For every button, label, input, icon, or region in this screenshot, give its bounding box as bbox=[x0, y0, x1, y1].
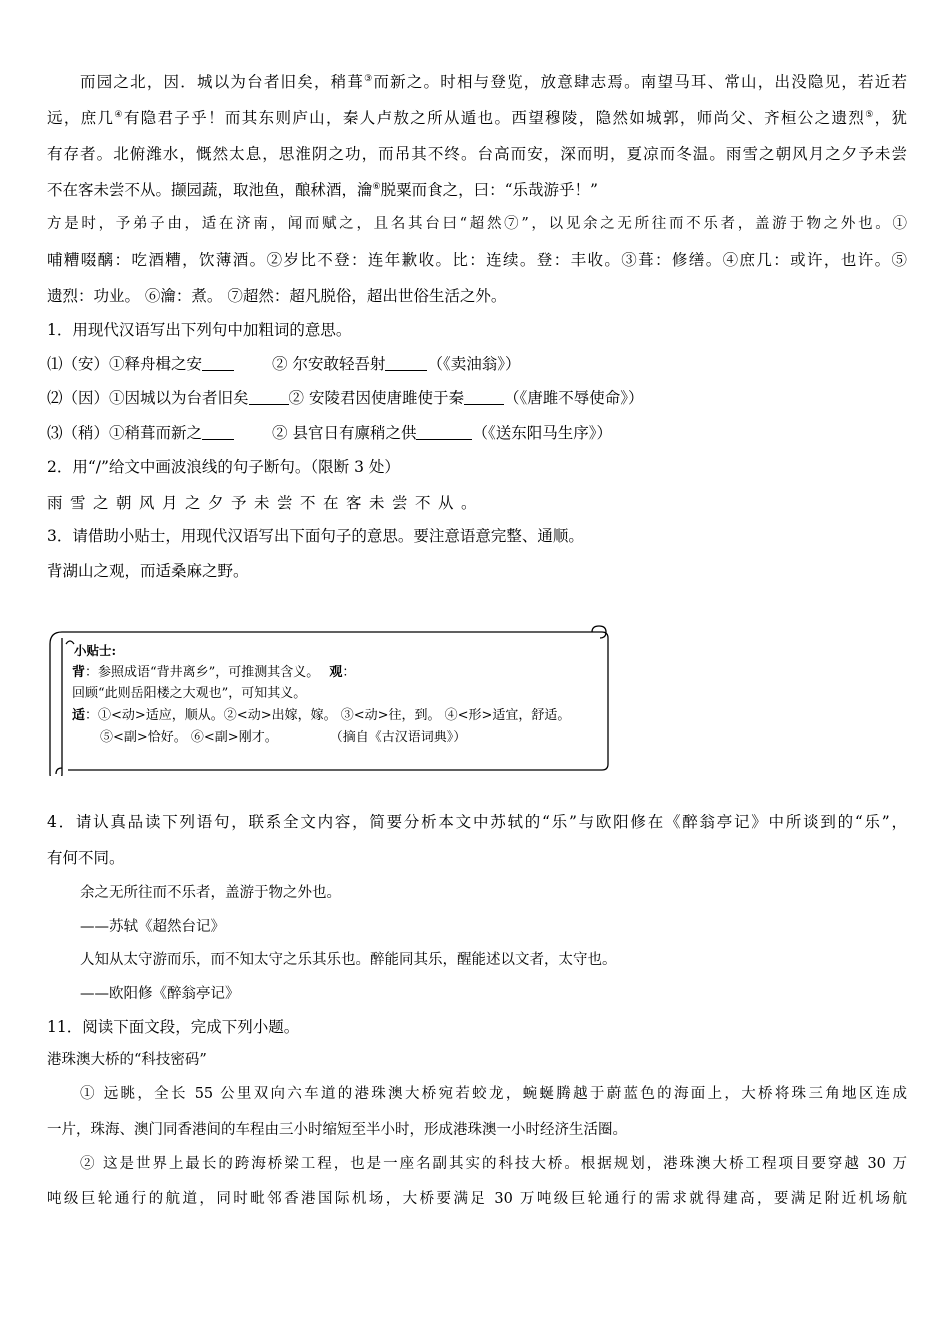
tip-line-guan: 回顾“此则岳阳楼之大观也”，可知其义。 bbox=[72, 686, 307, 701]
tip-term: 适 bbox=[72, 708, 86, 723]
answer-blank[interactable] bbox=[249, 390, 289, 405]
quote-2: 人知从太守游而乐，而不知太守之乐其乐也。醉能同其乐，醒能述以文者，太守也。 bbox=[80, 952, 617, 968]
question-3-sentence: 背湖山之观，而适桑麻之野。 bbox=[47, 562, 249, 580]
question-1b bbox=[47, 388, 907, 408]
quote-2-cite: ——欧阳修《醉翁亭记》 bbox=[80, 986, 240, 1002]
question-4-title-line-2: 有何不同。 bbox=[47, 849, 125, 867]
source-title: （《卖油翁》） bbox=[427, 355, 521, 373]
article-para-2-line-2: 吨级巨轮通行的航道，同时毗邻香港国际机场，大桥要满足 30 万吨级巨轮通行的需求就得建高，要满足附近机场航 bbox=[47, 1191, 907, 1207]
question-label: ② 安陵君因使唐雎使于秦 bbox=[288, 389, 464, 407]
answer-blank[interactable] bbox=[464, 390, 504, 405]
tip-text: ⑤<副>恰好。 ⑥<副>刚才。 bbox=[100, 730, 278, 745]
passage-line-5: 方是时，予弟子由，适在济南，闻而赋之，且名其台曰“超然⑦”，以见余之无所往而不乐者，盖游于物之外也。① bbox=[47, 216, 907, 232]
question-2-title: 2．用“/”给文中画波浪线的句子断句。（限断 3 处） bbox=[47, 458, 400, 476]
question-3-title: 3．请借助小贴士，用现代汉语写出下面句子的意思。要注意语意完整、通顺。 bbox=[47, 527, 584, 545]
answer-blank[interactable] bbox=[202, 356, 234, 371]
question-2-sentence: 雨雪之朝风月之夕予未尝不在客未尝不从。 bbox=[47, 494, 485, 512]
passage-line-3 bbox=[47, 144, 907, 164]
question-1-title: 1．用现代汉语写出下列句中加粗词的意思。 bbox=[47, 321, 352, 339]
tip-term: 背 bbox=[72, 665, 86, 680]
notes-line-1: 哺糟啜醨：吃酒糟，饮薄酒。②岁比不登：连年歉收。比：连续。登：丰收。③葺：修缮。④庶几：或许，也许。⑤ bbox=[47, 251, 907, 269]
passage-text: 有存者。北俯潍水，慨然太息，思淮阴之功，而吊其不终。台高而安，深而明，夏凉而冬温。雨雪之朝风月之夕予未尝 bbox=[47, 145, 907, 163]
note-marker-4: ④ bbox=[114, 109, 124, 120]
source-title: （《送东阳马生序》） bbox=[472, 424, 612, 442]
tip-text: ：参照成语“背井离乡”，可推测其含义。 bbox=[85, 665, 320, 680]
tip-text: ：①<动>适应，顺从。②<动>出嫁，嫁。 ③<动>往，到。 ④<形>适宜，舒适。 bbox=[85, 708, 571, 723]
question-label: ⑴（安）①释舟楫之安 bbox=[47, 355, 203, 373]
article-title: 港珠澳大桥的“科技密码” bbox=[47, 1052, 207, 1068]
question-1c bbox=[47, 423, 907, 443]
note-marker-5: ⑤ bbox=[865, 109, 875, 120]
tip-line-bei bbox=[72, 664, 355, 682]
article-para-1-line-1: ① 远眺，全长 55 公里双向六车道的港珠澳大桥宛若蛟龙，蜿蜒腾越于蔚蓝色的海面上，大桥将珠三角地区连成 bbox=[80, 1086, 907, 1102]
passage-text: 远，庶几 bbox=[47, 109, 115, 127]
article-para-2-line-1: ② 这是世界上最长的跨海桥梁工程，也是一座名副其实的科技大桥。根据规划，港珠澳大桥工程项目要穿越 30 万 bbox=[80, 1156, 907, 1172]
question-11-title: 11．阅读下面文段，完成下列小题。 bbox=[47, 1018, 300, 1036]
tip-box bbox=[44, 624, 610, 776]
passage-line-4 bbox=[47, 180, 907, 200]
question-label: ② 尔安敢轻吾射 bbox=[272, 355, 386, 373]
article-para-1-line-2: 一片，珠海、澳门同香港间的车程由三小时缩短至半小时，形成港珠澳一小时经济生活圈。 bbox=[47, 1122, 627, 1138]
question-4-title-line-1: 4．请认真品读下列语句，联系全文内容，简要分析本文中苏轼的“乐”与欧阳修在《醉翁亭记》中所谈到的“乐”， bbox=[47, 813, 907, 831]
notes-line-2: 遗烈：功业。 ⑥瀹：煮。 ⑦超然：超凡脱俗，超出世俗生活之外。 bbox=[47, 287, 507, 305]
question-label: ⑶（稍）①稍葺而新之 bbox=[47, 424, 203, 442]
passage-text: 而园之北，因．城以为台者旧矣，稍葺 bbox=[80, 73, 365, 91]
tip-title: 小贴士: bbox=[74, 643, 117, 658]
answer-blank[interactable] bbox=[416, 425, 472, 440]
source-title: （《唐雎不辱使命》） bbox=[503, 389, 644, 407]
note-marker-6: ⑥ bbox=[372, 181, 381, 192]
passage-text: 不在客未尝不从。撷园蔬，取池鱼，酿秫酒，瀹 bbox=[47, 181, 373, 199]
passage-line-2 bbox=[47, 108, 907, 128]
passage-line-1 bbox=[80, 72, 907, 92]
quote-1: 余之无所往而不乐者，盖游于物之外也。 bbox=[80, 885, 341, 901]
passage-text: 而新之。时相与登览，放意肆志焉。南望马耳、常山，出没隐见，若近若 bbox=[373, 73, 907, 91]
question-1a bbox=[47, 354, 907, 374]
passage-text: 有隐君子乎！而其东则庐山，秦人卢敖之所从遁也。西望穆陵，隐然如城郭，师尚父、齐桓公之遗烈 bbox=[123, 109, 866, 127]
passage-text: 脱粟而食之，曰：“乐哉游乎！” bbox=[380, 181, 598, 199]
answer-blank[interactable] bbox=[202, 425, 234, 440]
answer-blank[interactable] bbox=[385, 356, 427, 371]
passage-text: ，犹 bbox=[874, 109, 907, 127]
tip-line-shi bbox=[72, 707, 570, 725]
tip-term: 观 bbox=[329, 665, 343, 680]
tip-text: ： bbox=[342, 665, 356, 680]
question-label: ② 县官日有廪稍之供 bbox=[272, 424, 417, 442]
note-marker-3: ③ bbox=[364, 73, 374, 84]
question-label: ⑵（因）①因城以为台者旧矣 bbox=[47, 389, 249, 407]
tip-line-shi-2 bbox=[100, 729, 466, 747]
quote-1-cite: ——苏轼《超然台记》 bbox=[80, 919, 225, 935]
tip-source: （摘自《古汉语词典》） bbox=[329, 730, 467, 745]
